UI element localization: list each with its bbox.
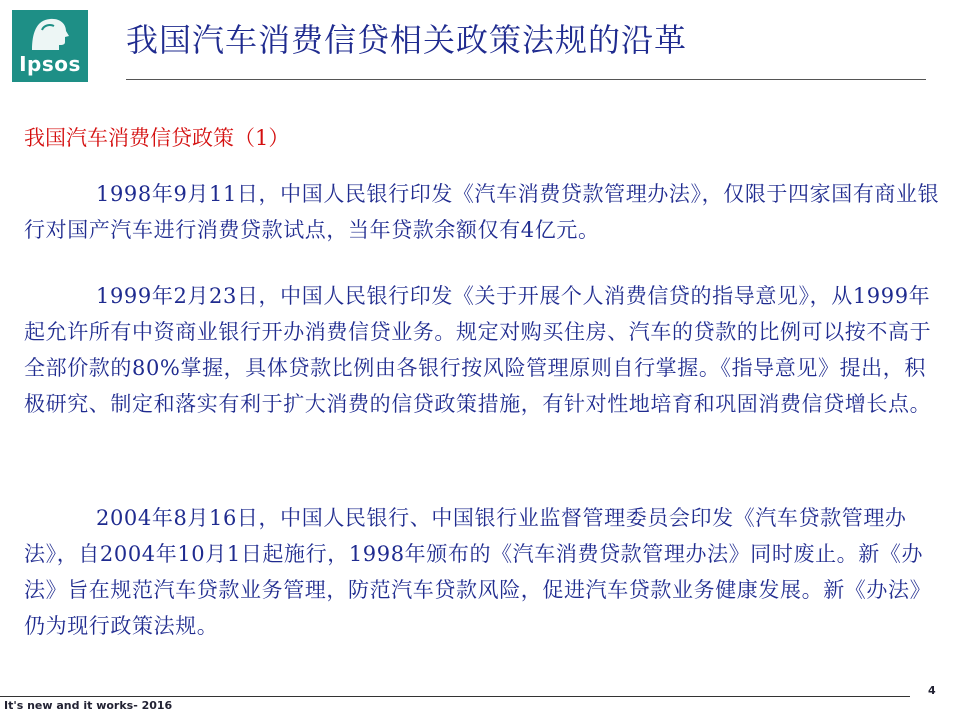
- footer-divider: [0, 696, 910, 697]
- head-profile-icon: [26, 16, 74, 52]
- ipsos-logo: [12, 10, 88, 82]
- logo-text: Ipsos: [19, 52, 81, 76]
- section-heading: 我国汽车消费信贷政策（1）: [24, 126, 290, 150]
- title-divider: [126, 79, 926, 80]
- page-number: 4: [928, 684, 936, 697]
- paragraph-1999: 1999年2月23日，中国人民银行印发《关于开展个人消费信贷的指导意见》，从1999年起允许所有中资商业银行开办消费信贷业务。规定对购买住房、汽车的贷款的比例可以按不高于全部价款的80%掌握，具体贷款比例由各银行按风险管理原则自行掌握。《指导意见》提出，积极研究、制定和落实有利于扩大消费的信贷政策措施，有针对性地培育和巩固消费信贷增长点。: [24, 284, 932, 416]
- paragraph-1998: 1998年9月11日，中国人民银行印发《汽车消费贷款管理办法》，仅限于四家国有商业银行对国产汽车进行消费贷款试点，当年贷款余额仅有4亿元。: [24, 182, 940, 242]
- page-title: 我国汽车消费信贷相关政策法规的沿革: [126, 21, 688, 59]
- footer-tagline: It's new and it works- 2016: [4, 699, 173, 712]
- paragraph-2004: 2004年8月16日，中国人民银行、中国银行业监督管理委员会印发《汽车贷款管理办法》，自2004年10月1日起施行，1998年颁布的《汽车消费贷款管理办法》同时废止。新《办法》旨在规范汽车贷款业务管理，防范汽车贷款风险，促进汽车贷款业务健康发展。新《办法》仍为现行政策法规。: [24, 506, 932, 638]
